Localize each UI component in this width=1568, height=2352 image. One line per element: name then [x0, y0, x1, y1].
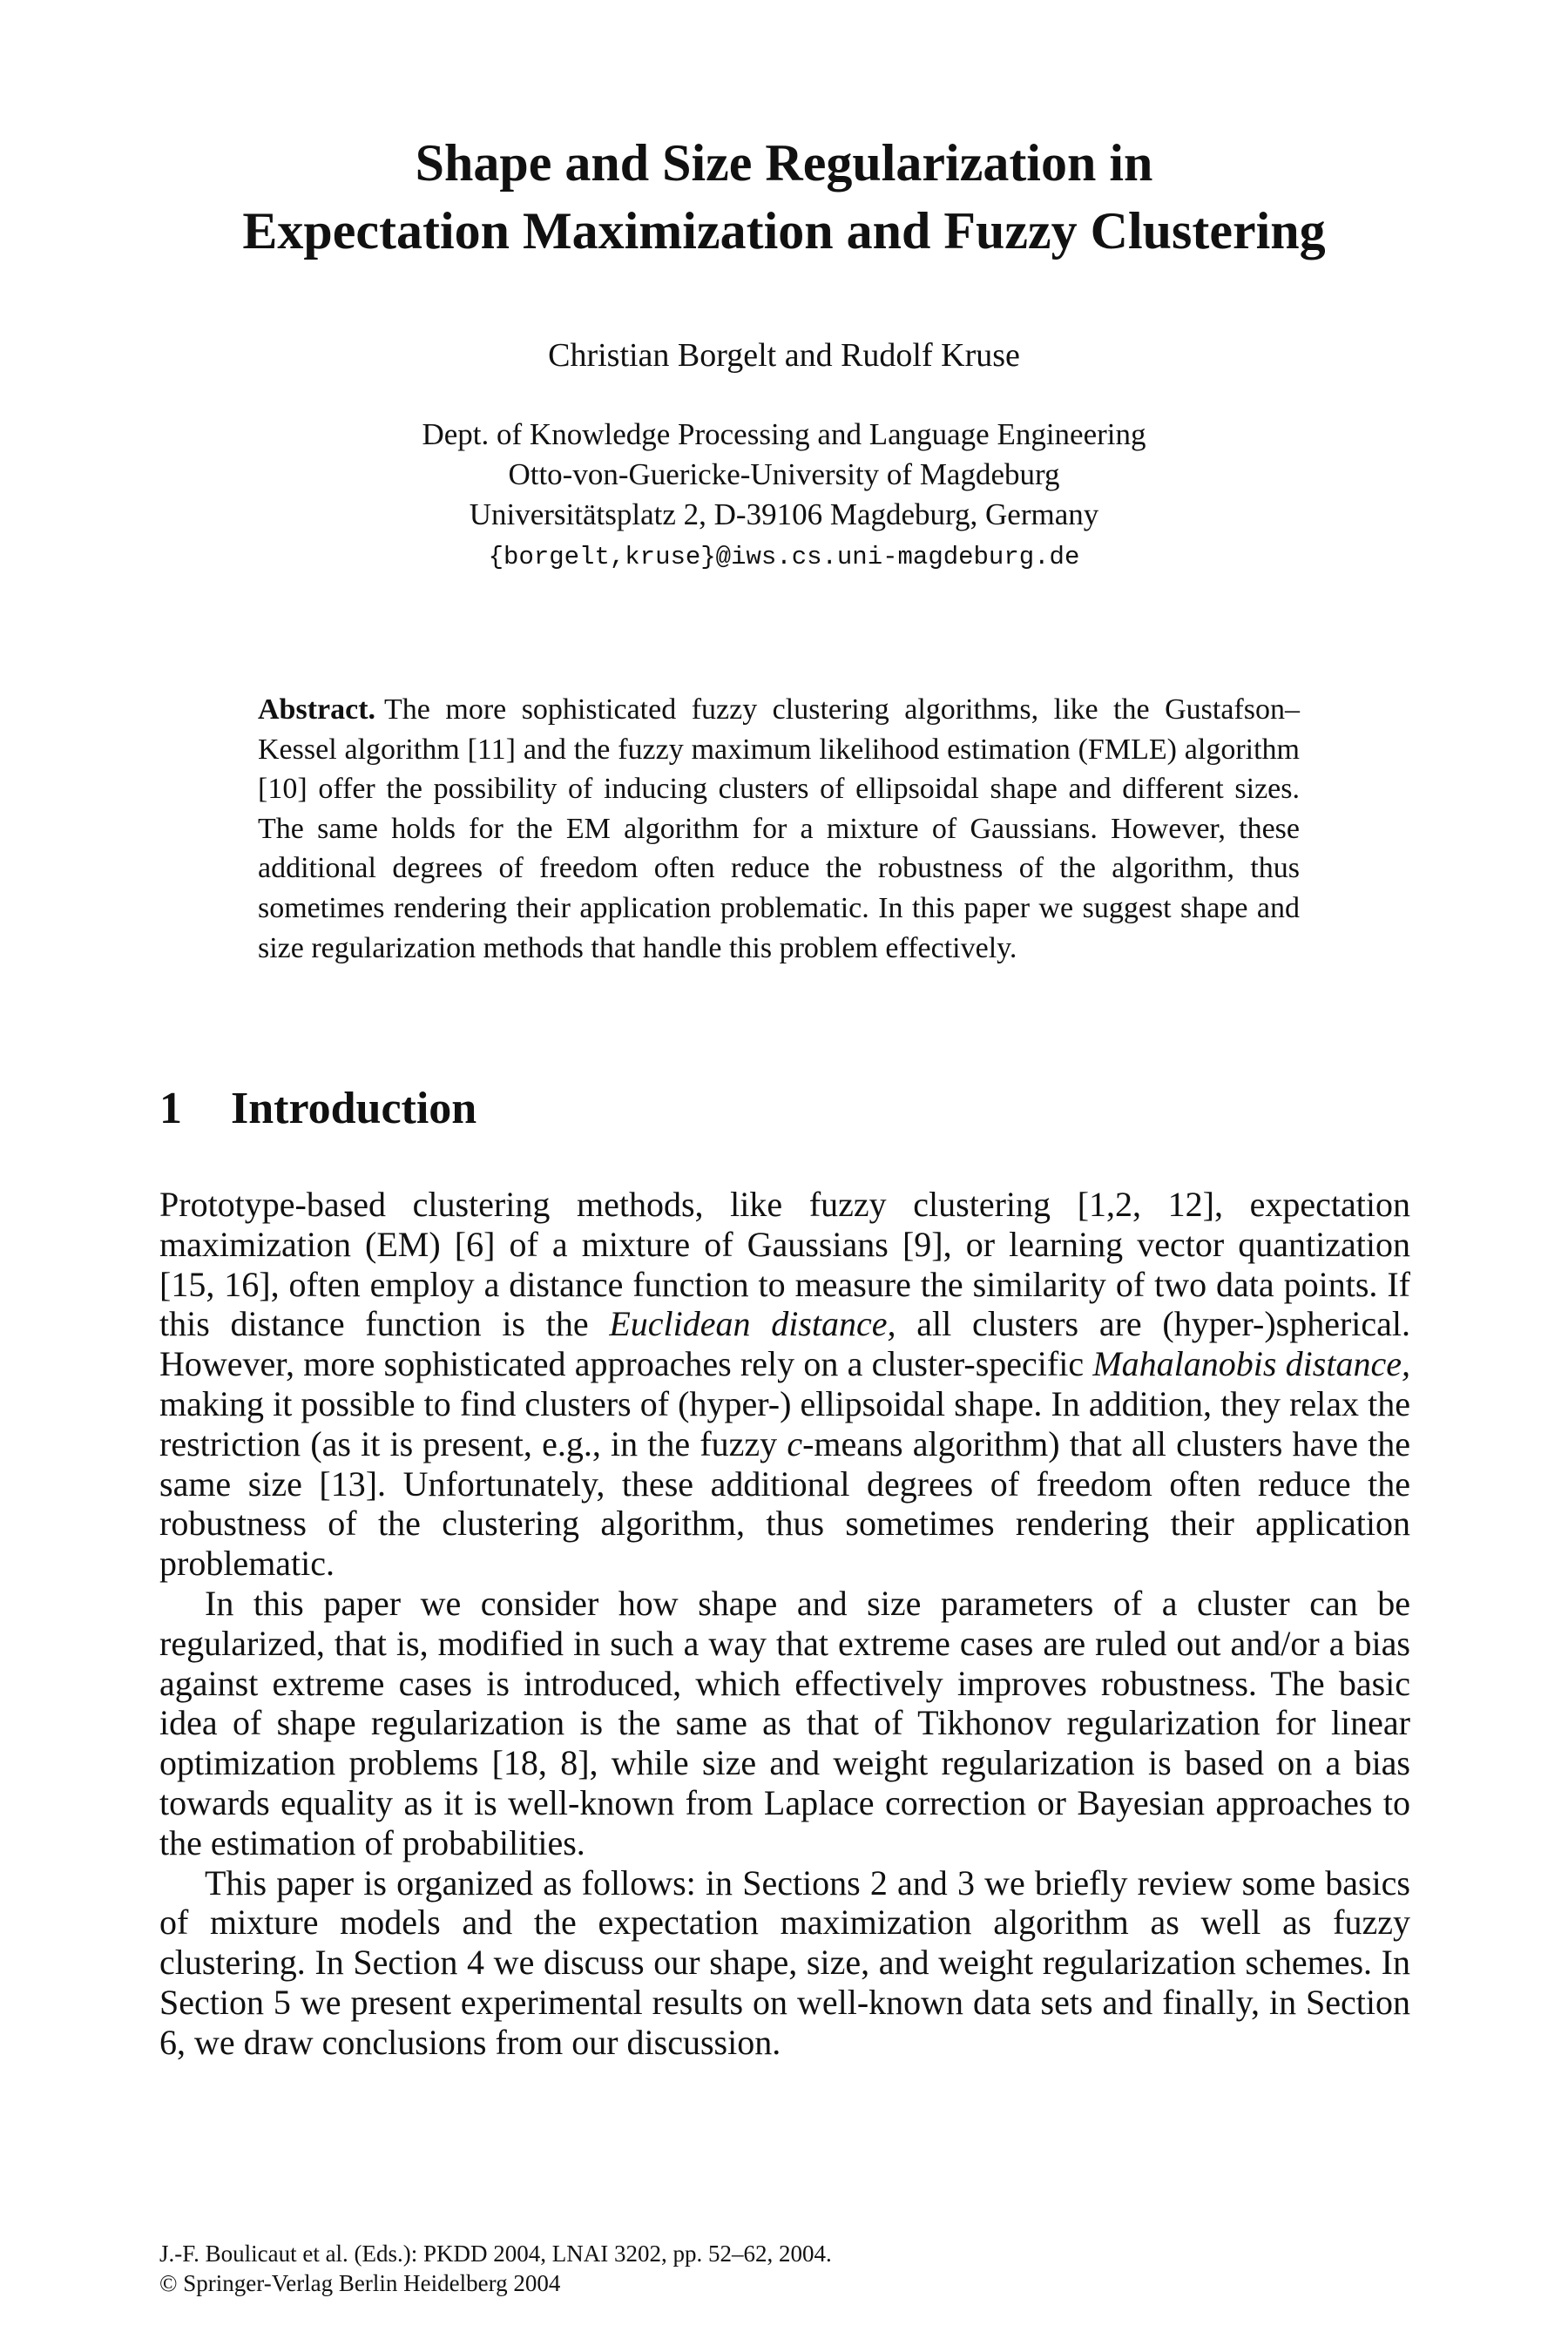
intro-paragraph-3: This paper is organized as follows: in Sections 2 and 3 we briefly review some basics of mixture models and the expectation maximization algorithm as well as fuzzy clustering. In Section 4 we discuss our shape, size, and weight regularization schemes. In Section 5 we present experimental results on well-known data sets and finally, in Section 6, we draw conclusions from our discussion. [159, 1862, 1410, 2062]
footer-copyright: © Springer-Verlag Berlin Heidelberg 2004 [159, 2270, 561, 2296]
intro-paragraph-1 [159, 1185, 1410, 1584]
section-title: Introduction [231, 1084, 477, 1133]
intro-p1-text-b: all clusters are (hyper-)spherical. However, more sophisticated approaches rely on a cluster-specific [159, 1304, 1411, 1384]
abstract [258, 690, 1300, 968]
intro-p1-text-a: Prototype-based clustering methods, like fuzzy clustering [1,2, 12], expectation maximization (EM) [6] of a mixture of Gaussians [9], or learning vector quantization [15, 16], often employ a distance function to measure the similarity of two data points. If this distance function is the [159, 1185, 1410, 1344]
intro-p1-text-d: -means algorithm) that all clusters have the same size [13]. Unfortunately, these additional degrees of freedom often reduce the robustness of the clustering algorithm, thus sometimes rendering their application problematic. [159, 1423, 1410, 1584]
paper-title [131, 129, 1437, 265]
author-names: Christian Borgelt and Rudolf Kruse [548, 337, 1020, 374]
abstract-label: Abstract. [258, 693, 376, 726]
term-euclidean-distance: Euclidean distance, [609, 1304, 896, 1344]
intro-paragraph-2: In this paper we consider how shape and size parameters of a cluster can be regularized, that is, modified in such a way that extreme cases are ruled out and/or a bias against extreme cases is introduced, which effectively improves robustness. The basic idea of shape regularization is the same as that of Tikhonov regularization for linear optimization problems [18, 8], while size and weight regularization is based on a bias towards equality as it is well-known from Laplace correction or Bayesian approaches to the estimation of probabilities. [159, 1583, 1410, 1862]
affiliation-block [131, 415, 1437, 580]
section-heading-introduction [159, 1080, 476, 1138]
footer-citation: J.-F. Boulicaut et al. (Eds.): PKDD 2004, LNAI 3202, pp. 52–62, 2004. [159, 2240, 832, 2267]
title-line-1: Shape and Size Regularization in [415, 134, 1153, 192]
affiliation-dept: Dept. of Knowledge Processing and Language Engineering [422, 417, 1146, 451]
affiliation-email: {borgelt,kruse}@iws.cs.uni-magdeburg.de [488, 543, 1080, 571]
abstract-text: The more sophisticated fuzzy clustering algorithms, like the Gustafson–Kessel algorithm [11] and the fuzzy maximum likelihood estimation (FMLE) algorithm [10] offer the possibility of inducing clusters of ellipsoidal shape and different sizes. The same holds for the EM algorithm for a mixture of Gaussians. However, these additional degrees of freedom often reduce the robustness of the algorithm, thus sometimes rendering their application problematic. In this paper we suggest shape and size regularization methods that handle this problem effectively. [258, 693, 1300, 964]
term-c-means: c [787, 1423, 803, 1463]
page-footer [159, 2239, 1410, 2298]
affiliation-address: Universitätsplatz 2, D-39106 Magdeburg, Germany [469, 497, 1099, 531]
intro-p1-text-c: making it possible to find clusters of (hyper-) ellipsoidal shape. In addition, they relax the restriction (as it is present, e.g., in the fuzzy [159, 1383, 1410, 1463]
affiliation-university: Otto-von-Guericke-University of Magdeburg [508, 457, 1060, 491]
title-line-2: Expectation Maximization and Fuzzy Clustering [242, 202, 1326, 260]
section-number: 1 [159, 1084, 182, 1133]
introduction-body [159, 1185, 1410, 2063]
term-mahalanobis-distance: Mahalanobis distance, [1092, 1344, 1410, 1384]
